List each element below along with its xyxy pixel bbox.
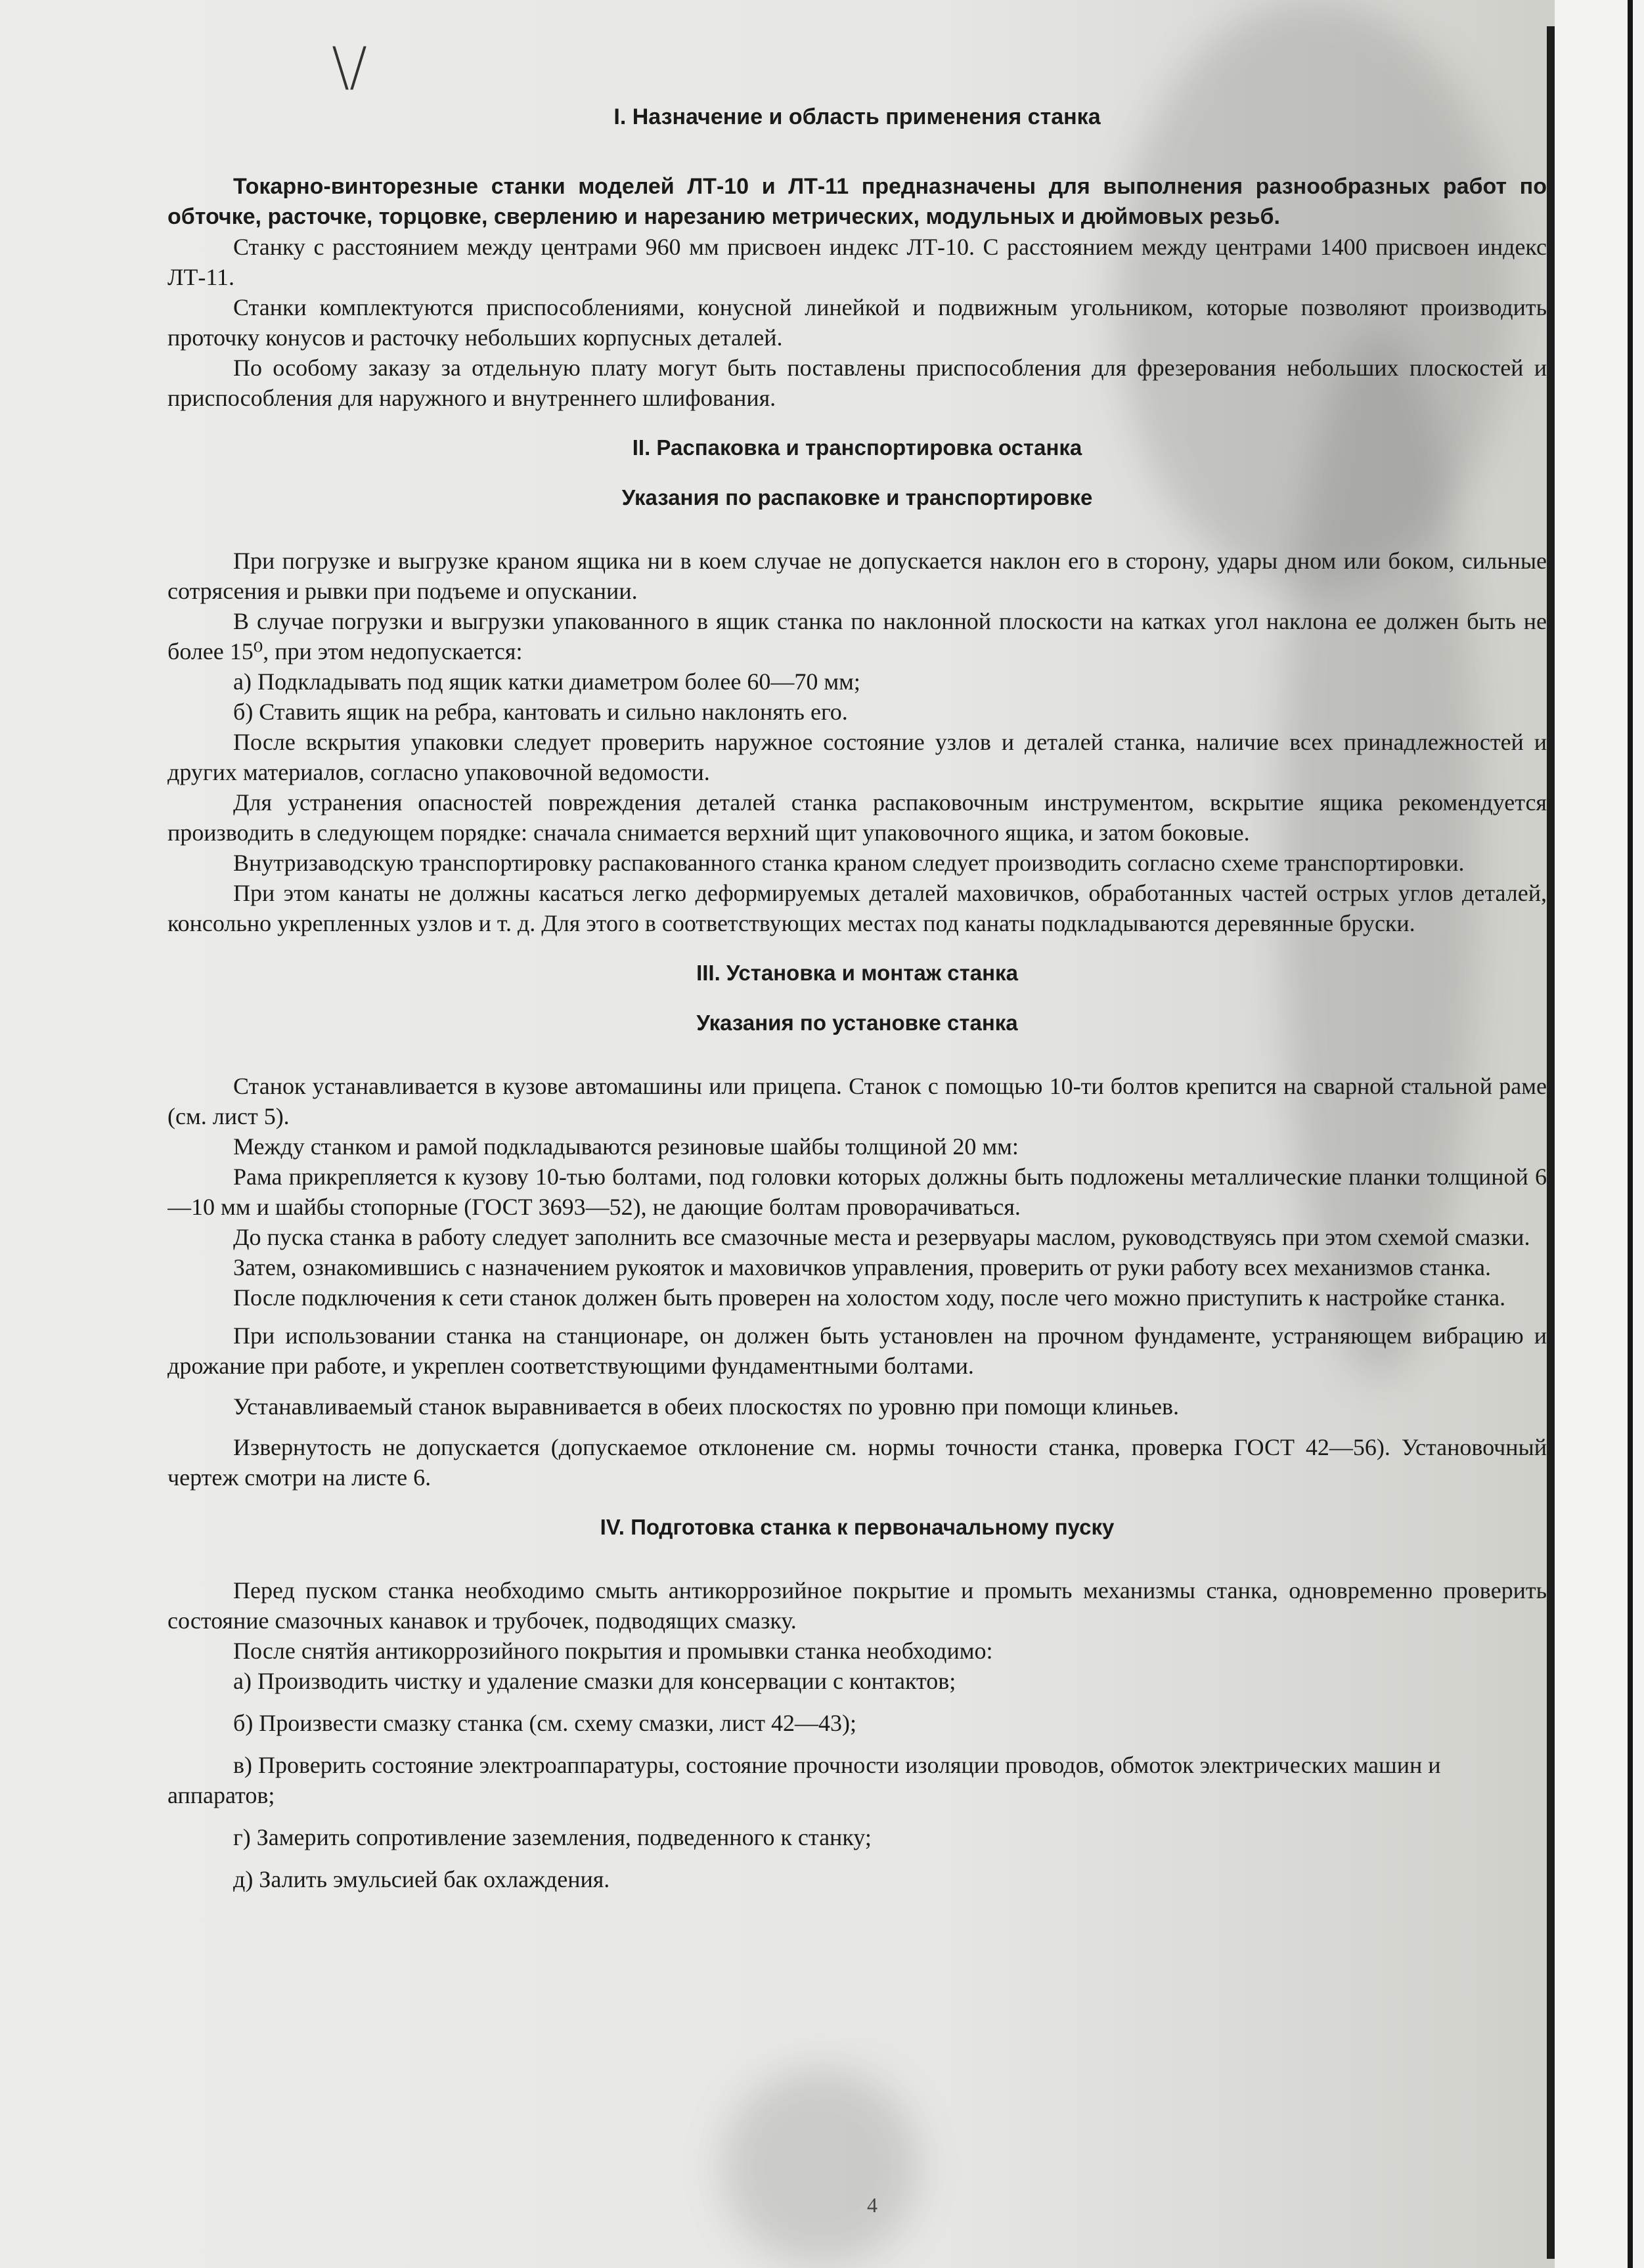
section-2-paragraph: В случае погрузки и выгрузки упакованного в ящик станка по наклонной плоскости на катках угол наклона ее должен быть не более 15⁰, при этом недопускается: xyxy=(167,608,1547,665)
section-4-list-item: а) Производить чистку и удаление смазки для консервации с контактов; xyxy=(233,1668,956,1694)
section-3-paragraph: Между станком и рамой подкладываются резиновые шайбы толщиной 20 мм: xyxy=(233,1133,1019,1160)
section-1-paragraph: Токарно-винторезные станки моделей ЛТ-10 и ЛТ-11 предназначены для выполнения разнообразных работ по обточке, расточке, торцовке, сверлению и нарезанию метрических, модульных и дюймовых резьб. xyxy=(167,174,1547,229)
section-4-title: IV. Подготовка станка к первоначальному пуску xyxy=(600,1515,1115,1539)
binding-line xyxy=(1628,0,1633,2268)
section-3-paragraph: После подключения к сети станок должен быть проверен на холостом ходу, после чего можно приступить к настройке станка. xyxy=(233,1284,1506,1311)
section-4-paragraph: После снятйя антикоррозийного покрытия и промывки станка необходимо: xyxy=(233,1638,993,1664)
section-4-list-item: д) Залить эмульсией бак охлаждения. xyxy=(233,1866,610,1892)
section-2-paragraph: Внутризаводскую транспортировку распакованного станка краном следует производить согласно схеме транспортировки. xyxy=(233,850,1465,876)
section-2-list-item: а) Подкладывать под ящик катки диаметром более 60—70 мм; xyxy=(233,668,860,695)
section-1-paragraph: Станку с расстоянием между центрами 960 мм присвоен индекс ЛТ-10. С расстоянием между центрами 1400 присвоен индекс ЛТ-11. xyxy=(167,234,1547,290)
section-4-list-item: в) Проверить состояние электроаппаратуры, состояние прочности изоляции проводов, обмоток электрических машин и аппаратов; xyxy=(167,1752,1441,1808)
section-2-list-item: б) Ставить ящик на ребра, кантовать и сильно наклонять его. xyxy=(233,699,848,725)
document-body xyxy=(167,98,1547,1894)
section-3-paragraph: При использовании станка на станционаре, он должен быть установлен на прочном фундаменте, устраняющем вибрацию и дрожание при работе, и укреплен соответствующими фундаментными болтами. xyxy=(167,1322,1547,1379)
section-1-paragraph: По особому заказу за отдельную плату могут быть поставлены приспособления для фрезерования небольших плоскостей и приспособления для наружного и внутреннего шлифования. xyxy=(167,355,1547,411)
section-3-paragraph: До пуска станка в работу следует заполнить все смазочные места и резервуары маслом, руководствуясь при этом схемой смазки. xyxy=(233,1224,1530,1250)
section-3-subtitle: Указания по установке станка xyxy=(696,1011,1018,1035)
section-3-paragraph: Извернутость не допускается (допускаемое отклонение см. нормы точности станка, проверка ГОСТ 42—56). Установочный чертеж смотри на листе 6. xyxy=(167,1434,1547,1491)
section-2-paragraph: При этом канаты не должны касаться легко деформируемых деталей маховичков, обработанных частей острых углов деталей, консольно укрепленных узлов и т. д. Для этого в соответствующих местах под канаты подкладываются деревянные бруски. xyxy=(167,880,1547,936)
section-2-paragraph: Для устранения опасностей повреждения деталей станка распаковочным инструментом, вскрытие ящика рекомендуется производить в следующем порядке: сначала снимается верхний щит упаковочного ящика, и затом боковые. xyxy=(167,789,1547,846)
page-number: 4 xyxy=(867,2193,878,2217)
section-4-paragraph: Перед пуском станка необходимо смыть антикоррозийное покрытие и промыть механизмы станка, одновременно проверить состояние смазочных канавок и трубочек, подводящих смазку. xyxy=(167,1577,1547,1634)
section-3-title: III. Установка и монтаж станка xyxy=(696,961,1018,985)
section-4-list-item: б) Произвести смазку станка (см. схему смазки, лист 42—43); xyxy=(233,1710,856,1736)
section-2-paragraph: При погрузке и выгрузке краном ящика ни в коем случае не допускается наклон его в сторону, удары дном или боком, сильные сотрясения и рывки при подъеме и опускании. xyxy=(167,548,1547,604)
margin-check-mark: \/ xyxy=(332,36,367,97)
section-1-title: I. Назначение и область применения станка xyxy=(613,104,1101,129)
section-1-paragraph: Станки комплектуются приспособлениями, конусной линейкой и подвижным угольником, которые позволяют производить проточку конусов и расточку небольших корпусных деталей. xyxy=(167,294,1547,351)
section-3-paragraph: Станок устанавливается в кузове автомашины или прицепа. Станок с помощью 10-ти болтов крепится на сварной стальной раме (см. лист 5). xyxy=(167,1073,1547,1129)
page-fold-shadow xyxy=(1547,26,1555,2259)
section-4-list-item: г) Замерить сопротивление заземления, подведенного к станку; xyxy=(233,1824,872,1850)
section-2-subtitle: Указания по распаковке и транспортировке xyxy=(621,485,1093,510)
section-3-paragraph: Рама прикрепляется к кузову 10-тью болтами, под головки которых должны быть подложены металлические планки толщиной 6—10 мм и шайбы стопорные (ГОСТ 3693—52), не дающие болтам проворачиваться. xyxy=(167,1164,1547,1220)
section-3-paragraph: Затем, ознакомившись с назначением рукояток и маховичков управления, проверить от руки работу всех механизмов станка. xyxy=(233,1254,1492,1280)
section-2-paragraph: После вскрытия упаковки следует проверить наружное состояние узлов и деталей станка, наличие всех принадлежностей и других материалов, согласно упаковочной ведомости. xyxy=(167,729,1547,785)
section-3-paragraph: Устанавливаемый станок выравнивается в обеих плоскостях по уровню при помощи клиньев. xyxy=(233,1393,1179,1420)
section-2-title: II. Распаковка и транспортировка останка xyxy=(632,435,1082,460)
